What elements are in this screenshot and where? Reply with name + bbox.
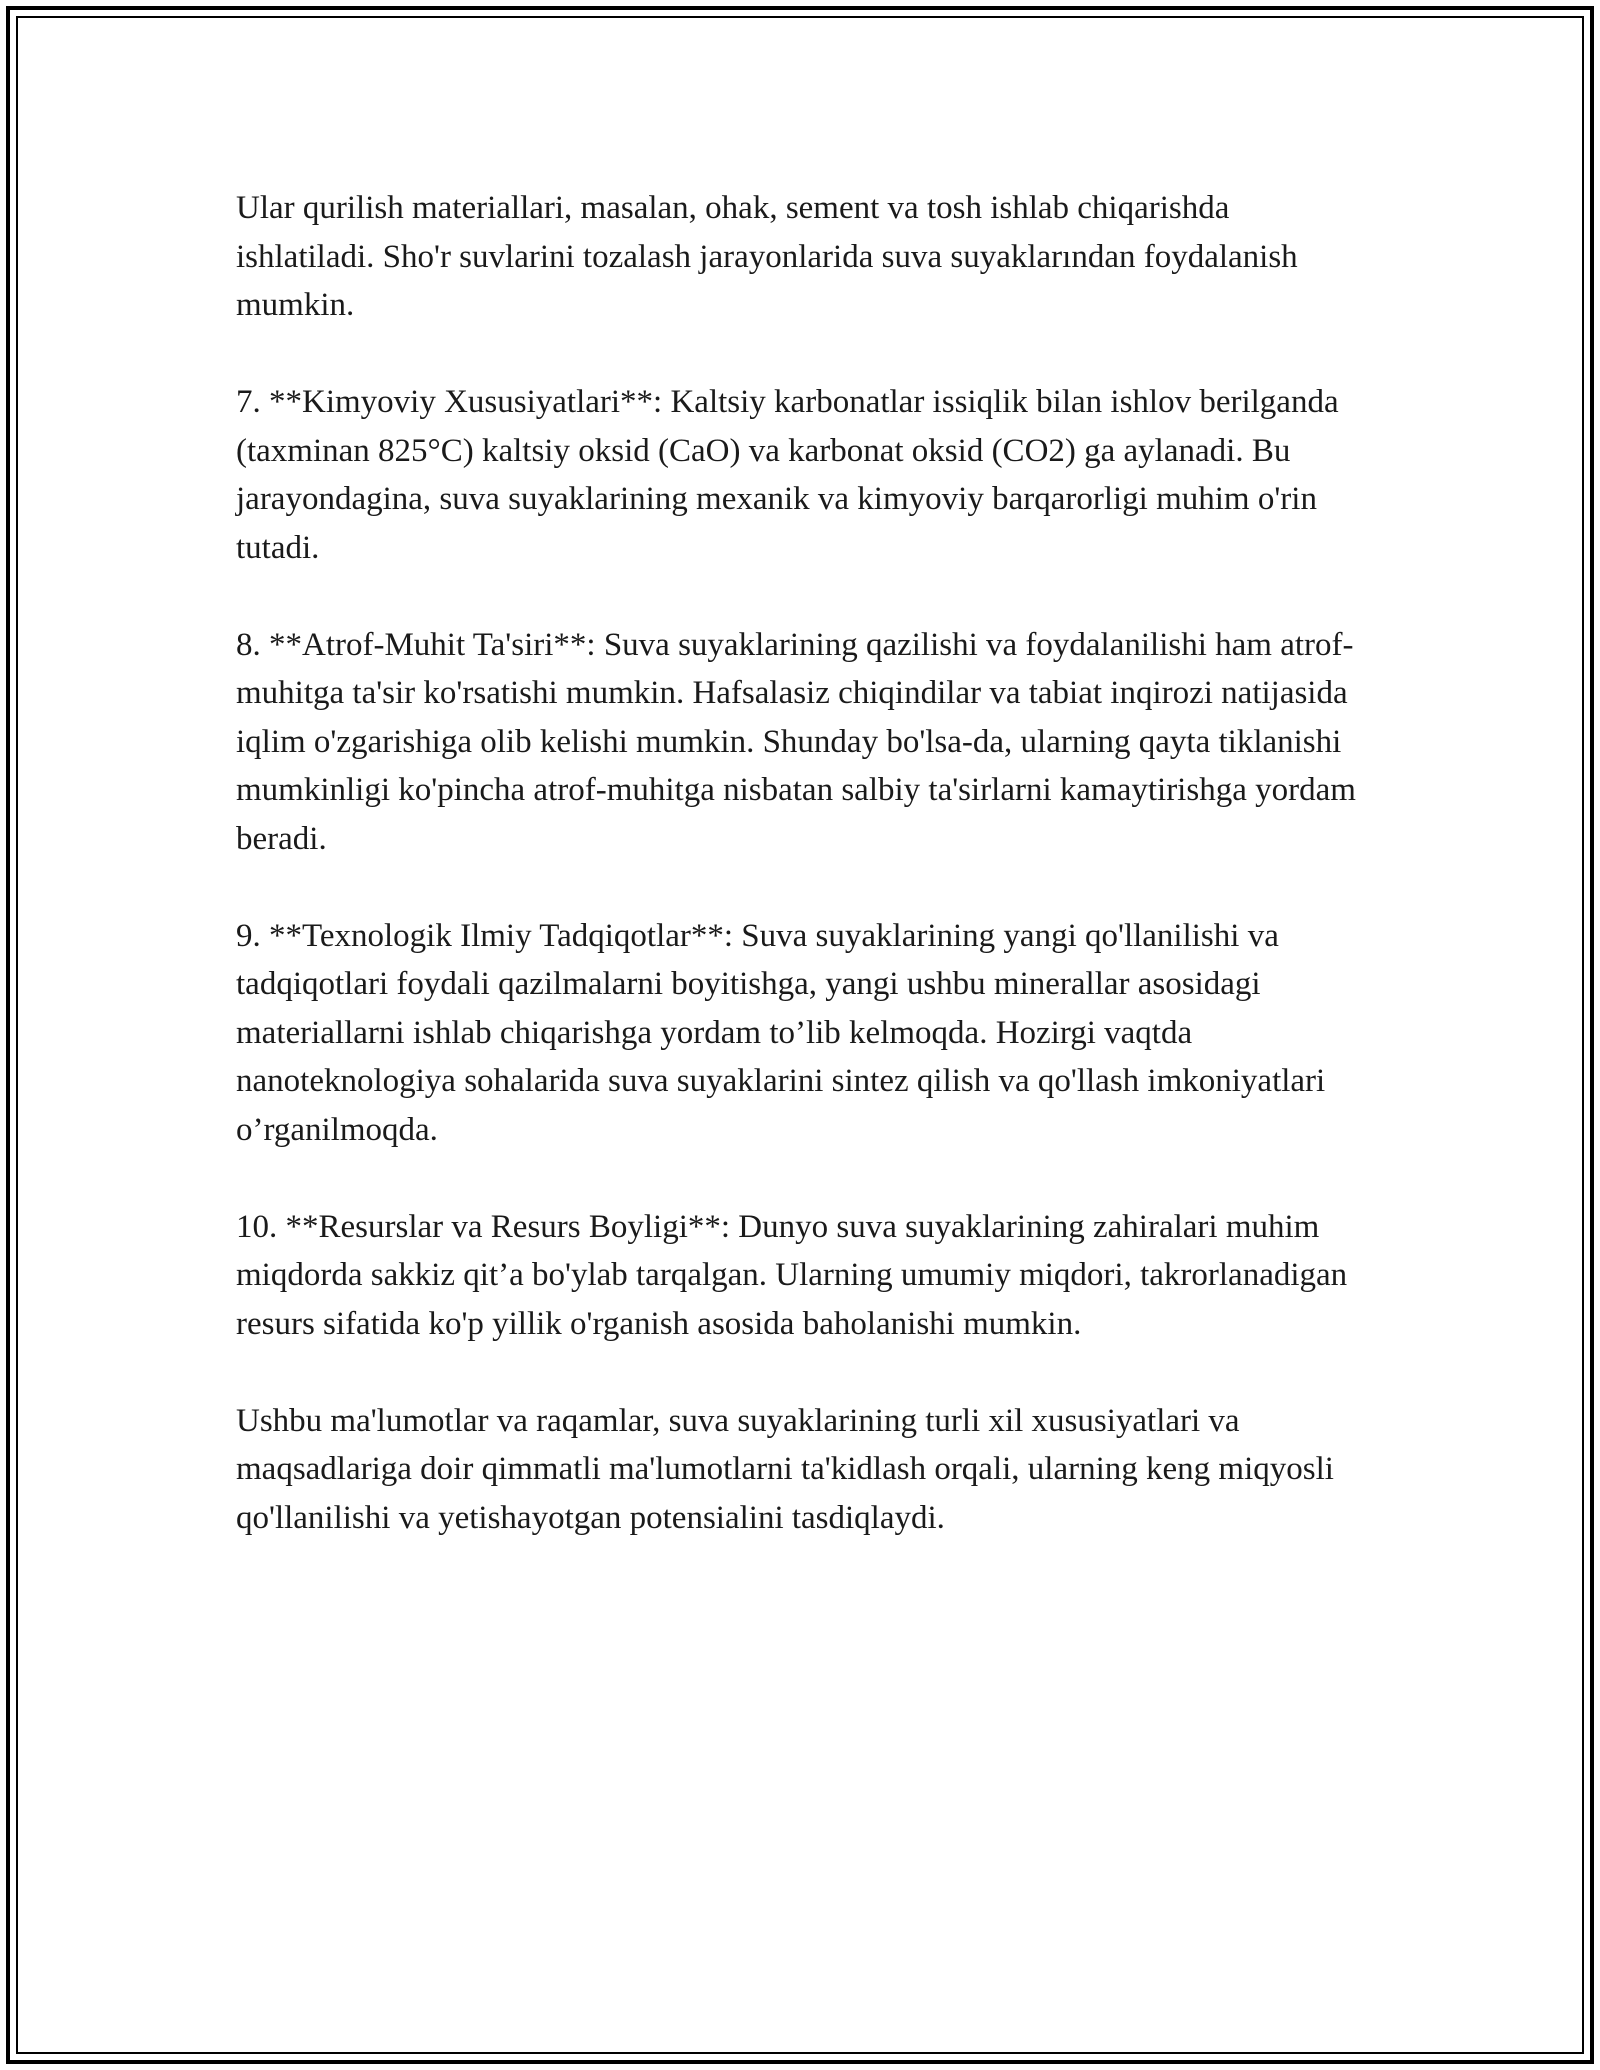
document-body <box>236 184 1370 1591</box>
paragraph-technological-research: 9. **Texnologik Ilmiy Tadqiqotlar**: Suva suyaklarining yangi qo'llanilishi va tadqiqotlari foydali qazilmalarni boyitishga, yangi ushbu minerallar asosidagi materiallarni ishlab chiqarishga yordam to’lib kelmoqda. Hozirgi vaqtda nanoteknologiya sohalarida suva suyaklarini sintez qilish va qo'llash imkoniyatlari o’rganilmoqda. <box>236 917 1326 1148</box>
paragraph-environmental-impact: 8. **Atrof-Muhit Ta'siri**: Suva suyaklarining qazilishi va foydalanilishi ham atrof-muhitga ta'sir ko'rsatishi mumkin. Hafsalasiz chiqindilar va tabiat inqirozi natijasida iqlim o'zgarishiga olib kelishi mumkin. Shunday bo'lsa-da, ularning qayta tiklanishi mumkinligi ko'pincha atrof-muhitga nisbatan salbiy ta'sirlarni kamaytirishga yordam beradi. <box>236 626 1356 857</box>
paragraph-chemical-properties: 7. **Kimyoviy Xususiyatlari**: Kaltsiy karbonatlar issiqlik bilan ishlov berilganda (taxminan 825°C) kaltsiy oksid (CaO) va karbonat oksid (CO2) ga aylanadi. Bu jarayondagina, suva suyaklarining mexanik va kimyoviy barqarorligi muhim o'rin tutadi. <box>236 384 1339 566</box>
paragraph-resources: 10. **Resurslar va Resurs Boyligi**: Dunyo suva suyaklarining zahiralari muhim miqdorda sakkiz qit’a bo'ylab tarqalgan. Ularning umumiy miqdori, takrorlanadigan resurs sifatida ko'p yillik o'rganish asosida baholanishi mumkin. <box>236 1208 1348 1342</box>
paragraph-intro: Ular qurilish materiallari, masalan, ohak, sement va tosh ishlab chiqarishda ishlatiladi. Sho'r suvlarini tozalash jarayonlarida suva suyaklarından foydalanish mumkin. <box>236 190 1298 323</box>
paragraph-conclusion: Ushbu ma'lumotlar va raqamlar, suva suyaklarining turli xil xususiyatlari va maqsadlariga doir qimmatli ma'lumotlarni ta'kidlash orqali, ularning keng miqyosli qo'llanilishi va yetishayotgan potensialini tasdiqlaydi. <box>236 1402 1334 1536</box>
